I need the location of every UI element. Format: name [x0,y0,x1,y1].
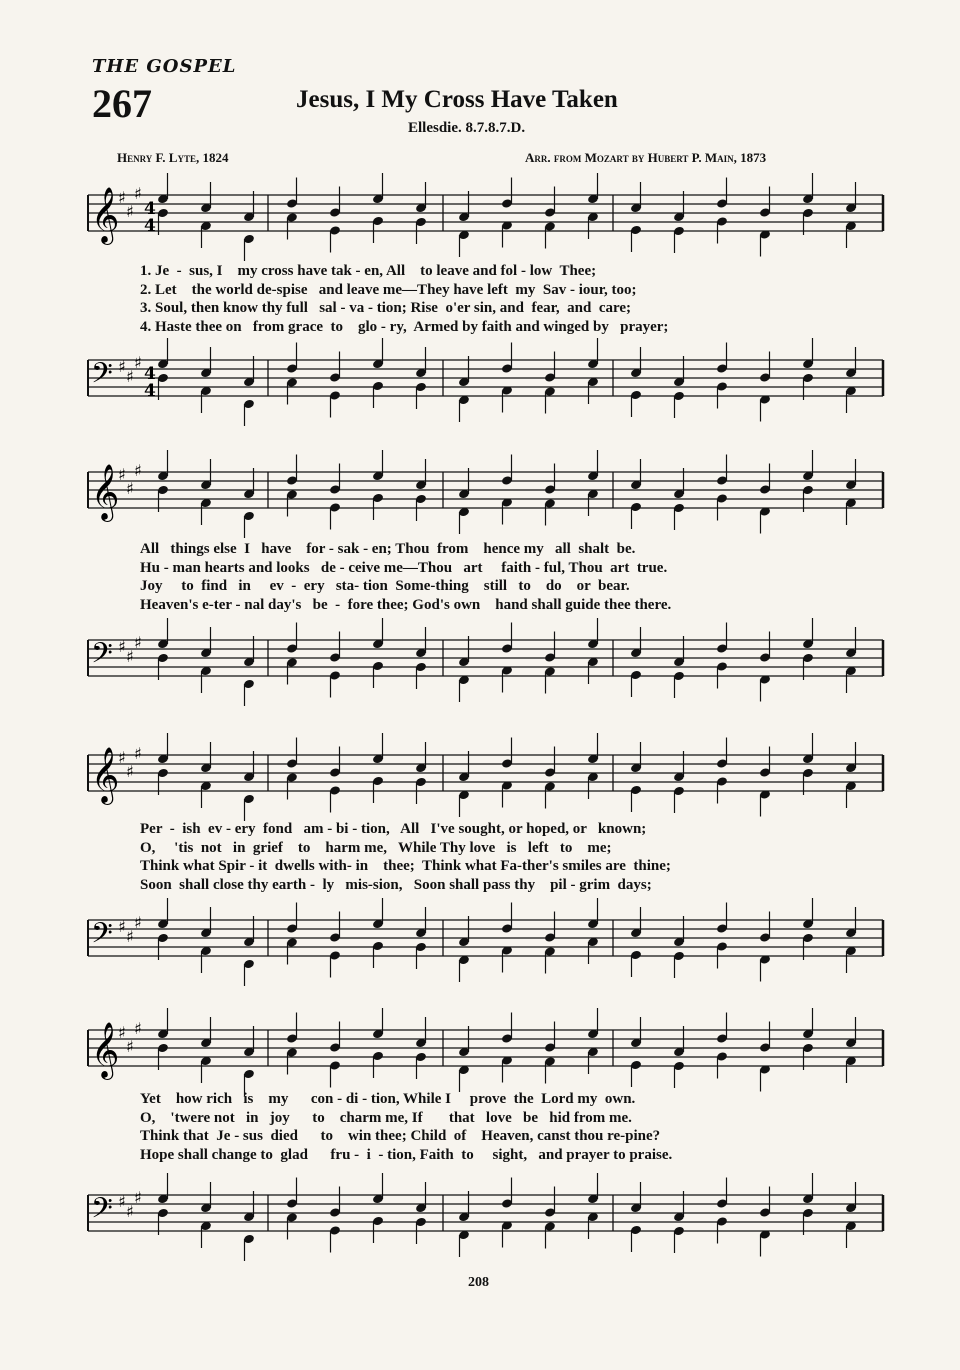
hymn-title: Jesus, I My Cross Have Taken [296,86,618,113]
lyric-line: Hope shall change to glad fru - i - tion, Faith to sight, and prayer to praise. [140,1146,673,1163]
time-signature: 4 [144,199,156,219]
lyric-line: 2. Let the world de-spise and leave me—They have left my Sav - iour, too; [140,281,637,298]
sharp-icon: ♯ [134,633,142,652]
sharp-icon: ♯ [134,1019,142,1038]
lyric-line: All things else I have for - sak - en; Thou from hence my all shalt be. [140,541,636,557]
lyric-line: Soon shall close thy earth - ly mis-sion, Soon shall pass thy pil - grim days; [140,876,652,893]
arranger-credit: Arr. from Mozart by Hubert P. Main, 1873 [525,150,767,165]
sharp-icon: ♯ [134,744,142,763]
sharp-icon: ♯ [126,1202,134,1221]
sharp-icon: ♯ [118,637,126,656]
bass-clef-icon: 𝄢 [91,637,113,677]
sharp-icon: ♯ [118,1192,126,1211]
lyric-line: Think that Je - sus died to win thee; Child of Heaven, canst thou re-pine? [140,1128,661,1144]
lyric-line: Joy to find in ev - ery sta- tion Some-thing still to do or bear. [140,578,630,594]
treble-staff-3 [88,740,888,830]
hymn-number: 267 [92,81,152,126]
time-signature: 4 [144,216,156,236]
sharp-icon: ♯ [118,748,126,767]
bass-clef-icon: 𝄢 [91,357,113,397]
treble-clef-icon: 𝄞 [91,747,120,803]
author-credit: Henry F. Lyte, 1824 [117,150,229,165]
bass-staff-3 [88,905,888,995]
sharp-icon: ♯ [126,479,134,498]
sharp-icon: ♯ [118,465,126,484]
sharp-icon: ♯ [134,353,142,372]
bass-staff-1 [88,345,888,435]
sharp-icon: ♯ [126,647,134,666]
sharp-icon: ♯ [134,913,142,932]
lyric-line: O, 'tis not in grief to harm me, While Thy love is left to me; [140,839,612,856]
lyrics-block-4 [140,1090,885,1164]
time-signature: 4 [144,381,156,401]
lyric-line: 4. Haste thee on from grace to glo - ry, Armed by faith and winged by prayer; [140,318,669,335]
lyric-line: O, 'twere not in joy to charm me, If that love be hid from me. [140,1109,632,1126]
bass-clef-icon: 𝄢 [91,917,113,957]
bass-staff-2 [88,625,888,715]
sharp-icon: ♯ [126,202,134,221]
lyrics-block-1 [140,262,885,336]
bass-staff-4 [88,1180,888,1270]
treble-staff-2 [88,457,888,547]
lyric-line: 1. Je - sus, I my cross have tak - en, All to leave and fol - low Thee; [140,263,597,279]
lyric-line: Heaven's e-ter - nal day's be - fore thee; God's own hand shall guide thee there. [140,596,672,613]
section-heading: THE GOSPEL [92,56,237,77]
lyric-line: Per - ish ev - ery fond am - bi - tion, All I've sought, or hoped, or known; [140,821,647,837]
sharp-icon: ♯ [134,1188,142,1207]
sharp-icon: ♯ [118,1023,126,1042]
page-number: 208 [468,1275,489,1290]
sharp-icon: ♯ [126,927,134,946]
lyrics-block-3 [140,820,885,894]
lyric-line: Hu - man hearts and looks de - ceive me—Thou art faith - ful, Thou art true. [140,559,668,576]
sharp-icon: ♯ [134,461,142,480]
treble-staff-1 [88,180,888,270]
sharp-icon: ♯ [126,762,134,781]
sharp-icon: ♯ [118,357,126,376]
lyric-line: Think what Spir - it dwells with- in thee; Think what Fa-ther's smiles are thine; [140,858,671,874]
sharp-icon: ♯ [134,184,142,203]
lyrics-block-2 [140,540,885,614]
treble-clef-icon: 𝄞 [91,1022,120,1078]
sharp-icon: ♯ [118,188,126,207]
lyric-line: 3. Soul, then know thy full sal - va - tion; Rise o'er sin, and fear, and care; [140,300,632,316]
treble-clef-icon: 𝄞 [91,464,120,520]
treble-clef-icon: 𝄞 [91,187,120,243]
bass-clef-icon: 𝄢 [91,1192,113,1232]
sharp-icon: ♯ [118,917,126,936]
sharp-icon: ♯ [126,367,134,386]
lyric-line: Yet how rich is my con - di - tion, While I prove the Lord my own. [140,1091,636,1107]
sharp-icon: ♯ [126,1037,134,1056]
tune-name: Ellesdie. 8.7.8.7.D. [408,120,526,136]
time-signature: 4 [144,364,156,384]
